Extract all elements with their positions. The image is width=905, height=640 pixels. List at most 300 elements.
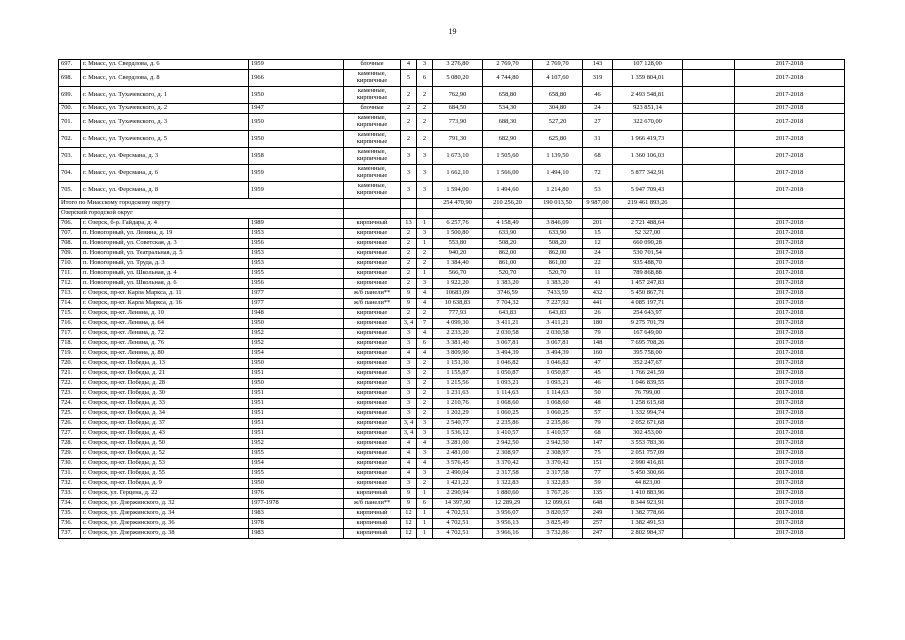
row-year: 1954 (249, 459, 344, 469)
row-wall-material: каменные, кирпичные (344, 114, 401, 131)
row-blank (683, 359, 735, 369)
row-floors: 3 (401, 339, 417, 349)
row-area-living: 3 956,07 (483, 509, 533, 519)
row-period: 2017-2018 (735, 239, 845, 249)
row-area-living: 12 289,29 (483, 499, 533, 509)
row-cost: 107 128,00 (613, 60, 683, 70)
row-area-private: 1 114,63 (533, 389, 583, 399)
row-floors: 12 (401, 519, 417, 529)
row-number: 734. (59, 499, 81, 509)
row-area-private: 1 046,82 (533, 359, 583, 369)
row-year: 1953 (249, 259, 344, 269)
row-period: 2017-2018 (735, 519, 845, 529)
row-area-total: 762,90 (433, 87, 483, 104)
row-address: п. Новогорный, ул. Ленина, д. 19 (81, 229, 249, 239)
row-address: г. Озерск, пр-кт. Победы, д. 33 (81, 399, 249, 409)
row-entrances: 2 (417, 259, 433, 269)
row-entrances: 6 (417, 339, 433, 349)
row-address: г. Миасс, ул. Ферсмана, д. 3 (81, 148, 249, 165)
table-row (59, 279, 845, 289)
row-period: 2017-2018 (735, 104, 845, 114)
row-floors: 3 (401, 409, 417, 419)
row-wall-material: кирпичный (344, 509, 401, 519)
row-area-living: 1 050,87 (483, 369, 533, 379)
row-cost: 789 868,88 (613, 269, 683, 279)
row-cost: 8 344 923,91 (613, 499, 683, 509)
row-wall-material: кирпичные (344, 439, 401, 449)
row-area-total: 10683,09 (433, 289, 483, 299)
row-area-private: 658,80 (533, 87, 583, 104)
row-year: 1951 (249, 369, 344, 379)
row-residents: 45 (583, 369, 613, 379)
row-year: 1953 (249, 229, 344, 239)
row-cost: 44 823,00 (613, 479, 683, 489)
table-row (59, 409, 845, 419)
row-period: 2017-2018 (735, 339, 845, 349)
row-area-private: 1 050,87 (533, 369, 583, 379)
table-row (59, 239, 845, 249)
row-residents: 15 (583, 229, 613, 239)
row-period: 2017-2018 (735, 87, 845, 104)
row-address: г. Миасс, ул. Ферсмана, д. 6 (81, 165, 249, 182)
row-address: г. Миасс, ул. Ферсмана, д. 8 (81, 182, 249, 199)
row-address: г. Озерск, пр-кт. Победы, д. 53 (81, 459, 249, 469)
row-number: 724. (59, 399, 81, 409)
table-row (59, 509, 845, 519)
table-body-subtotal (59, 199, 845, 219)
row-floors: 4 (401, 459, 417, 469)
housing-table (58, 59, 845, 539)
row-floors: 2 (401, 104, 417, 114)
row-floors: 4 (401, 469, 417, 479)
row-blank (683, 319, 735, 329)
row-area-private: 3 846,09 (533, 219, 583, 229)
row-period: 2017-2018 (735, 499, 845, 509)
row-cost: 2 052 671,68 (613, 419, 683, 429)
table-row (59, 319, 845, 329)
row-floors: 3 (401, 479, 417, 489)
row-blank (683, 379, 735, 389)
row-cost: 76 799,00 (613, 389, 683, 399)
row-residents: 319 (583, 70, 613, 87)
table-row (59, 399, 845, 409)
row-number: 699. (59, 87, 81, 104)
row-blank (683, 349, 735, 359)
row-area-total: 5 080,20 (433, 70, 483, 87)
row-address: г. Озерск, пр-кт. Победы, д. 30 (81, 389, 249, 399)
row-blank (683, 499, 735, 509)
row-area-private: 3 411,21 (533, 319, 583, 329)
row-wall-material: кирпичные (344, 419, 401, 429)
row-year: 1977-1978 (249, 499, 344, 509)
row-address: г. Озерск, пр-кт. Победы, д. 43 (81, 429, 249, 439)
row-residents: 79 (583, 419, 613, 429)
row-year: 1989 (249, 219, 344, 229)
row-area-total: 777,93 (433, 309, 483, 319)
table-row (59, 359, 845, 369)
row-entrances: 2 (417, 479, 433, 489)
row-wall-material: кирпичные (344, 459, 401, 469)
row-cost: 935 488,70 (613, 259, 683, 269)
row-floors: 2 (401, 249, 417, 259)
row-residents: 68 (583, 148, 613, 165)
row-residents: 180 (583, 319, 613, 329)
row-area-living: 520,70 (483, 269, 533, 279)
row-entrances: 4 (417, 459, 433, 469)
row-wall-material: каменные, кирпичные (344, 182, 401, 199)
row-wall-material: кирпичный (344, 529, 401, 539)
row-floors: 2 (401, 131, 417, 148)
row-number: 707. (59, 229, 81, 239)
row-area-private: 861,00 (533, 259, 583, 269)
row-residents: 249 (583, 509, 613, 519)
row-address: г. Озерск, ул. Дзержинского, д. 34 (81, 509, 249, 519)
row-floors: 5 (401, 70, 417, 87)
row-area-living: 3 370,42 (483, 459, 533, 469)
row-area-private: 2 308,97 (533, 449, 583, 459)
row-cost: 660 090,28 (613, 239, 683, 249)
row-address: г. Озерск, пр-кт. Победы, д. 52 (81, 449, 249, 459)
row-cost: 1 766 241,59 (613, 369, 683, 379)
table-row (59, 70, 845, 87)
table-row (59, 419, 845, 429)
row-residents: 148 (583, 339, 613, 349)
row-entrances: 2 (417, 359, 433, 369)
row-residents: 24 (583, 104, 613, 114)
row-area-total: 2 540,77 (433, 419, 483, 429)
row-wall-material: кирпичные (344, 309, 401, 319)
row-area-total: 1 536,12 (433, 429, 483, 439)
row-entrances: 7 (417, 319, 433, 329)
row-floors: 9 (401, 499, 417, 509)
row-wall-material: каменные, кирпичные (344, 148, 401, 165)
row-area-private: 1 068,60 (533, 399, 583, 409)
row-period: 2017-2018 (735, 229, 845, 239)
row-period: 2017-2018 (735, 369, 845, 379)
row-residents: 79 (583, 329, 613, 339)
row-number: 706. (59, 219, 81, 229)
row-cost: 5 947 709,43 (613, 182, 683, 199)
table-row (59, 249, 845, 259)
row-cost: 2 493 548,81 (613, 87, 683, 104)
row-residents: 68 (583, 429, 613, 439)
row-year: 1948 (249, 309, 344, 319)
row-area-living: 534,30 (483, 104, 533, 114)
table-row (59, 182, 845, 199)
row-address: г. Миасс, ул. Свердлова, д. 8 (81, 70, 249, 87)
row-area-living: 3 494,39 (483, 349, 533, 359)
row-year: 1956 (249, 279, 344, 289)
row-area-total: 2 290,94 (433, 489, 483, 499)
table-row (59, 148, 845, 165)
row-number: 713. (59, 289, 81, 299)
row-cost: 1 382 778,66 (613, 509, 683, 519)
table-row (59, 469, 845, 479)
row-year: 1950 (249, 114, 344, 131)
row-residents: 160 (583, 349, 613, 359)
row-residents: 47 (583, 359, 613, 369)
row-floors: 4 (401, 349, 417, 359)
row-area-private: 7433,59 (533, 289, 583, 299)
row-residents: 46 (583, 87, 613, 104)
row-residents: 50 (583, 389, 613, 399)
row-area-private: 7 227,92 (533, 299, 583, 309)
row-address: г. Озерск, пр-кт. Победы, д. 34 (81, 409, 249, 419)
row-address: п. Новогорный, ул. Советская, д. 3 (81, 239, 249, 249)
row-residents: 48 (583, 399, 613, 409)
row-floors: 4 (401, 60, 417, 70)
row-number: 710. (59, 259, 81, 269)
row-entrances: 2 (417, 309, 433, 319)
row-address: г. Озерск, пр-кт. Ленина, д. 72 (81, 329, 249, 339)
row-entrances: 3 (417, 449, 433, 459)
row-entrances: 3 (417, 165, 433, 182)
row-blank (683, 239, 735, 249)
row-residents: 24 (583, 249, 613, 259)
row-period: 2017-2018 (735, 289, 845, 299)
row-cost: 1 410 883,96 (613, 489, 683, 499)
row-number: 730. (59, 459, 81, 469)
row-floors: 9 (401, 289, 417, 299)
row-address: г. Миасс, ул. Свердлова, д. 6 (81, 60, 249, 70)
row-number: 735. (59, 509, 81, 519)
row-area-total: 2 481,00 (433, 449, 483, 459)
row-number: 709. (59, 249, 81, 259)
row-area-private: 3 494,39 (533, 349, 583, 359)
row-wall-material: кирпичные (344, 259, 401, 269)
row-area-total: 940,20 (433, 249, 483, 259)
row-entrances: 3 (417, 229, 433, 239)
row-number: 722. (59, 379, 81, 389)
row-period: 2017-2018 (735, 279, 845, 289)
row-area-total: 6 257,76 (433, 219, 483, 229)
row-number: 698. (59, 70, 81, 87)
row-wall-material: каменные, кирпичные (344, 165, 401, 182)
row-cost: 3 553 783,36 (613, 439, 683, 449)
row-year: 1952 (249, 339, 344, 349)
row-area-living: 7 704,32 (483, 299, 533, 309)
row-number: 736. (59, 519, 81, 529)
subtotal-area-private: 190 013,50 (533, 199, 583, 209)
row-address: г. Миасс, ул. Тухачевского, д. 2 (81, 104, 249, 114)
row-residents: 75 (583, 449, 613, 459)
row-blank (683, 131, 735, 148)
row-area-living: 1 093,21 (483, 379, 533, 389)
row-wall-material: каменные, кирпичные (344, 131, 401, 148)
row-year: 1952 (249, 329, 344, 339)
row-blank (683, 459, 735, 469)
row-cost: 1 382 491,53 (613, 519, 683, 529)
row-area-living: 4 158,49 (483, 219, 533, 229)
row-blank (683, 399, 735, 409)
row-entrances: 1 (417, 489, 433, 499)
row-year: 1983 (249, 509, 344, 519)
row-blank (683, 182, 735, 199)
row-number: 718. (59, 339, 81, 349)
row-area-total: 1 210,76 (433, 399, 483, 409)
row-area-total: 1 215,56 (433, 379, 483, 389)
row-blank (683, 114, 735, 131)
row-entrances: 2 (417, 389, 433, 399)
row-area-living: 2 769,70 (483, 60, 533, 70)
row-area-living: 1 880,60 (483, 489, 533, 499)
row-residents: 151 (583, 459, 613, 469)
row-area-total: 4 702,51 (433, 509, 483, 519)
row-wall-material: ж/б панели** (344, 299, 401, 309)
table-row (59, 479, 845, 489)
row-year: 1950 (249, 359, 344, 369)
row-floors: 4 (401, 439, 417, 449)
row-cost: 2 051 757,09 (613, 449, 683, 459)
row-area-total: 1 151,30 (433, 359, 483, 369)
row-address: г. Озерск, пр-кт. Победы, д. 9 (81, 479, 249, 489)
row-blank (683, 229, 735, 239)
row-entrances: 2 (417, 369, 433, 379)
row-number: 704. (59, 165, 81, 182)
row-wall-material: кирпичные (344, 479, 401, 489)
row-entrances: 3 (417, 469, 433, 479)
row-floors: 13 (401, 219, 417, 229)
table-row (59, 289, 845, 299)
row-area-private: 4 107,60 (533, 70, 583, 87)
row-area-private: 1 383,20 (533, 279, 583, 289)
row-address: г. Озерск, пр-кт. Ленина, д. 64 (81, 319, 249, 329)
row-floors: 9 (401, 489, 417, 499)
row-blank (683, 104, 735, 114)
row-cost: 1 360 106,03 (613, 148, 683, 165)
row-year: 1955 (249, 269, 344, 279)
row-floors: 2 (401, 239, 417, 249)
row-period: 2017-2018 (735, 259, 845, 269)
row-blank (683, 369, 735, 379)
row-floors: 3 (401, 329, 417, 339)
row-floors: 12 (401, 529, 417, 539)
row-cost: 1 457 247,83 (613, 279, 683, 289)
row-area-living: 1 383,20 (483, 279, 533, 289)
row-address: г. Озерск, ул. Герцена, д. 22 (81, 489, 249, 499)
row-year: 1977 (249, 299, 344, 309)
row-wall-material: кирпичные (344, 239, 401, 249)
row-floors: 3, 4 (401, 429, 417, 439)
row-residents: 22 (583, 259, 613, 269)
row-area-total: 553,80 (433, 239, 483, 249)
row-number: 701. (59, 114, 81, 131)
row-residents: 72 (583, 165, 613, 182)
row-year: 1956 (249, 239, 344, 249)
row-area-living: 3746,59 (483, 289, 533, 299)
row-cost: 322 670,00 (613, 114, 683, 131)
row-area-living: 3 411,21 (483, 319, 533, 329)
row-floors: 2 (401, 279, 417, 289)
row-wall-material: кирпичные (344, 409, 401, 419)
table-row (59, 389, 845, 399)
row-blank (683, 70, 735, 87)
row-cost: 5 877 342,91 (613, 165, 683, 182)
row-period: 2017-2018 (735, 419, 845, 429)
row-area-private: 1 410,57 (533, 429, 583, 439)
row-floors: 3 (401, 389, 417, 399)
row-area-living: 658,80 (483, 87, 533, 104)
row-area-total: 3 276,80 (433, 60, 483, 70)
row-entrances: 2 (417, 114, 433, 131)
row-area-private: 1 139,50 (533, 148, 583, 165)
row-blank (683, 60, 735, 70)
row-cost: 1 258 615,68 (613, 399, 683, 409)
table-row (59, 131, 845, 148)
row-wall-material: кирпичный (344, 219, 401, 229)
row-wall-material: кирпичные (344, 279, 401, 289)
row-address: г. Озерск, пр-кт. Ленина, д. 80 (81, 349, 249, 359)
row-floors: 2 (401, 114, 417, 131)
row-year: 1978 (249, 519, 344, 529)
table-row (59, 379, 845, 389)
row-area-private: 2 030,58 (533, 329, 583, 339)
row-period: 2017-2018 (735, 529, 845, 539)
row-floors: 3 (401, 165, 417, 182)
row-entrances: 1 (417, 509, 433, 519)
row-entrances: 2 (417, 399, 433, 409)
row-area-living: 2 235,86 (483, 419, 533, 429)
row-wall-material: кирпичные (344, 379, 401, 389)
row-number: 729. (59, 449, 81, 459)
row-cost: 167 649,00 (613, 329, 683, 339)
row-area-private: 2 317,58 (533, 469, 583, 479)
row-floors: 3 (401, 182, 417, 199)
row-cost: 395 758,00 (613, 349, 683, 359)
row-number: 697. (59, 60, 81, 70)
row-number: 702. (59, 131, 81, 148)
row-area-private: 12 099,61 (533, 499, 583, 509)
row-period: 2017-2018 (735, 379, 845, 389)
row-number: 708. (59, 239, 81, 249)
table-row (59, 369, 845, 379)
row-area-total: 4 702,51 (433, 529, 483, 539)
row-area-living: 1 322,83 (483, 479, 533, 489)
row-number: 715. (59, 309, 81, 319)
row-period: 2017-2018 (735, 329, 845, 339)
row-wall-material: кирпичные (344, 269, 401, 279)
row-cost: 352 247,67 (613, 359, 683, 369)
table-row (59, 339, 845, 349)
row-area-living: 2 308,97 (483, 449, 533, 459)
row-address: г. Миасс, ул. Тухачевского, д. 5 (81, 131, 249, 148)
row-blank (683, 469, 735, 479)
row-period: 2017-2018 (735, 469, 845, 479)
row-address: г. Миасс, ул. Тухачевского, д. 1 (81, 87, 249, 104)
row-area-total: 1 155,87 (433, 369, 483, 379)
row-area-private: 1 322,83 (533, 479, 583, 489)
row-area-total: 10 638,83 (433, 299, 483, 309)
row-area-living: 1 046,82 (483, 359, 533, 369)
table-row (59, 429, 845, 439)
row-address: г. Озерск, ул. Дзержинского, д. 38 (81, 529, 249, 539)
row-address: г. Озерск, пр-кт. Победы, д. 13 (81, 359, 249, 369)
row-area-total: 1 922,20 (433, 279, 483, 289)
row-wall-material: кирпичные (344, 399, 401, 409)
row-year: 1951 (249, 409, 344, 419)
row-blank (683, 289, 735, 299)
row-area-living: 643,83 (483, 309, 533, 319)
row-entrances: 3 (417, 419, 433, 429)
row-address: г. Озерск, ул. Дзержинского, д. 32 (81, 499, 249, 509)
row-area-living: 1 566,00 (483, 165, 533, 182)
row-wall-material: кирпичные (344, 319, 401, 329)
table-row (59, 114, 845, 131)
row-area-total: 1 202,29 (433, 409, 483, 419)
row-cost: 923 851,14 (613, 104, 683, 114)
row-residents: 201 (583, 219, 613, 229)
row-address: п. Новогорный, ул. Театральная, д. 5 (81, 249, 249, 259)
